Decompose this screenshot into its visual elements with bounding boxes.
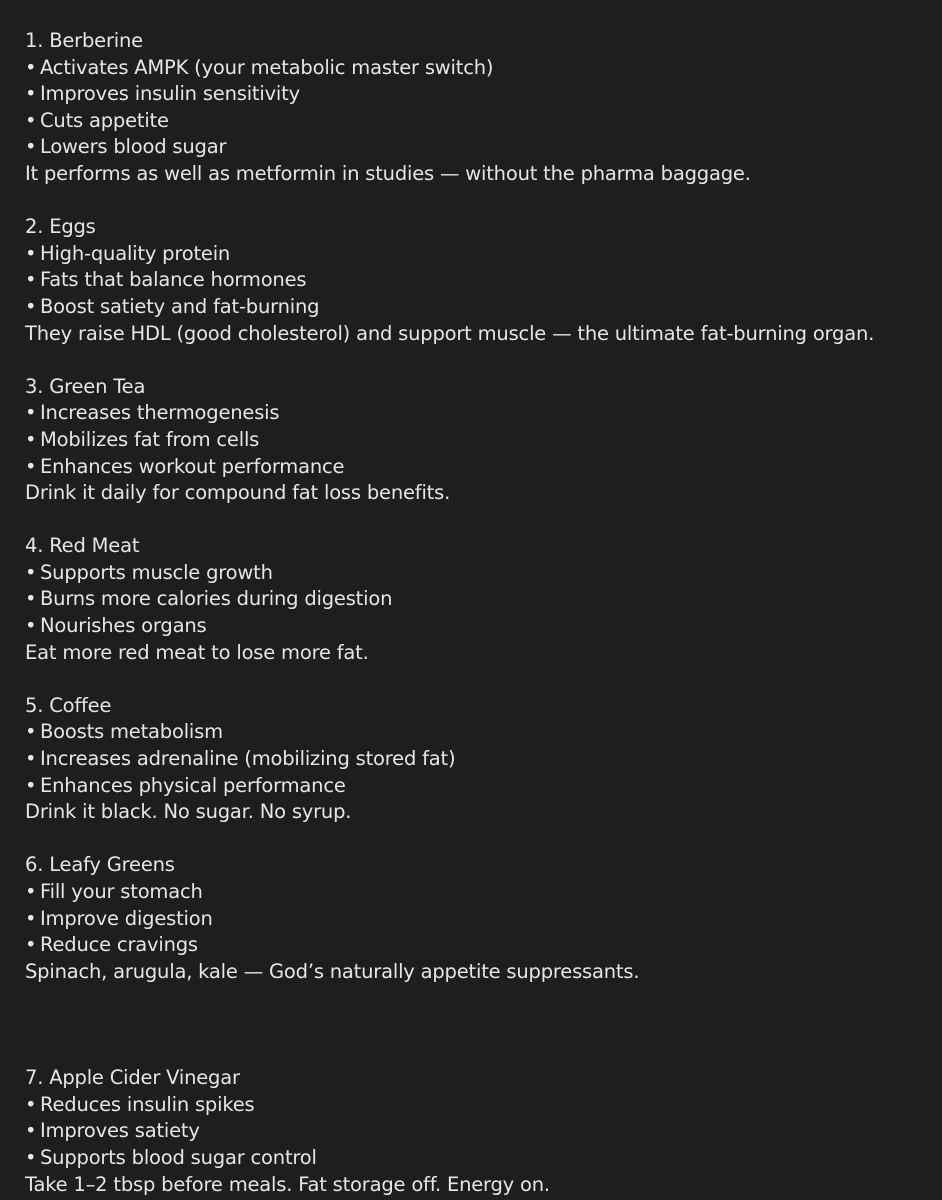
blank-line (25, 826, 942, 853)
section-apple-cider-vinegar (25, 1065, 942, 1198)
blank-line (25, 1012, 942, 1039)
bullet-item: • Supports muscle growth (25, 560, 942, 587)
bullet-icon: • (25, 587, 37, 611)
bullet-icon: • (25, 427, 37, 451)
bullet-item: • Mobilizes fat from cells (25, 427, 942, 454)
section-red-meat (25, 533, 942, 666)
bullet-item: • Reduce cravings (25, 932, 942, 959)
section-title: 7. Apple Cider Vinegar (25, 1066, 240, 1090)
section-summary: Drink it daily for compound fat loss benefits. (25, 481, 451, 505)
section-title: 6. Leafy Greens (25, 853, 175, 877)
bullet-item: • Improves satiety (25, 1118, 942, 1145)
bullet-item: • Increases thermogenesis (25, 400, 942, 427)
blank-line (25, 347, 942, 374)
bullet-item: • High-quality protein (25, 241, 942, 268)
bullet-item: • Supports blood sugar control (25, 1145, 942, 1172)
bullet-item: • Enhances workout performance (25, 454, 942, 481)
bullet-icon: • (25, 55, 37, 79)
bullet-icon: • (25, 933, 37, 957)
section-title: 4. Red Meat (25, 534, 140, 558)
bullet-icon: • (25, 880, 37, 903)
blank-line (25, 188, 942, 215)
blank-line (25, 1039, 942, 1066)
section-berberine (25, 28, 942, 188)
bullet-icon: • (25, 454, 37, 478)
bullet-icon: • (25, 1119, 37, 1143)
blank-line (25, 985, 942, 1012)
bullet-item: • Improves insulin sensitivity (25, 81, 942, 108)
bullet-icon: • (25, 614, 37, 638)
bullet-item: • Increases adrenaline (mobilizing stored fat) (25, 746, 942, 773)
bullet-icon: • (25, 720, 37, 744)
bullet-icon: • (25, 906, 37, 930)
bullet-icon: • (25, 773, 37, 797)
section-green-tea (25, 374, 942, 507)
section-summary: Spinach, arugula, kale — God’s naturally appetite suppressants. (25, 959, 640, 983)
bullet-icon: • (25, 108, 37, 132)
section-summary: Take 1–2 tbsp before meals. Fat storage off. Energy on. (25, 1172, 550, 1196)
section-leafy-greens (25, 852, 942, 985)
bullet-icon: • (25, 747, 37, 771)
bullet-icon: • (25, 401, 37, 425)
blank-line (25, 666, 942, 693)
bullet-item: • Activates AMPK (your metabolic master switch) (25, 55, 942, 82)
section-summary: Eat more red meat to lose more fat. (25, 640, 369, 664)
bullet-item: • Boosts metabolism (25, 719, 942, 746)
bullet-item: • Nourishes organs (25, 613, 942, 640)
section-summary: They raise HDL (good cholesterol) and support muscle — the ultimate fat-burning organ. (25, 321, 875, 345)
bullet-item: • Fill your stomach (25, 879, 942, 906)
bullet-icon: • (25, 1092, 37, 1116)
section-title: 2. Eggs (25, 215, 96, 239)
bullet-icon: • (25, 135, 37, 159)
bullet-icon: • (25, 82, 37, 106)
bullet-item: • Boost satiety and fat-burning (25, 294, 942, 321)
section-title: 1. Berberine (25, 29, 143, 52)
bullet-item: • Reduces insulin spikes (25, 1092, 942, 1119)
section-summary: It performs as well as metformin in studies — without the pharma baggage. (25, 161, 751, 185)
bullet-item: • Improve digestion (25, 906, 942, 933)
bullet-item: • Burns more calories during digestion (25, 586, 942, 613)
bullet-item: • Fats that balance hormones (25, 267, 942, 294)
bullet-icon: • (25, 241, 37, 265)
section-summary: Drink it black. No sugar. No syrup. (25, 800, 352, 824)
bullet-icon: • (25, 1145, 37, 1169)
section-title: 5. Coffee (25, 693, 112, 717)
bullet-icon: • (25, 294, 37, 318)
bullet-item: • Cuts appetite (25, 108, 942, 135)
bullet-icon: • (25, 560, 37, 584)
section-title: 3. Green Tea (25, 374, 146, 398)
section-coffee (25, 693, 942, 826)
bullet-icon: • (25, 268, 37, 292)
bullet-item: • Enhances physical performance (25, 773, 942, 800)
bullet-item: • Lowers blood sugar (25, 134, 942, 161)
section-eggs (25, 214, 942, 347)
blank-line (25, 507, 942, 534)
